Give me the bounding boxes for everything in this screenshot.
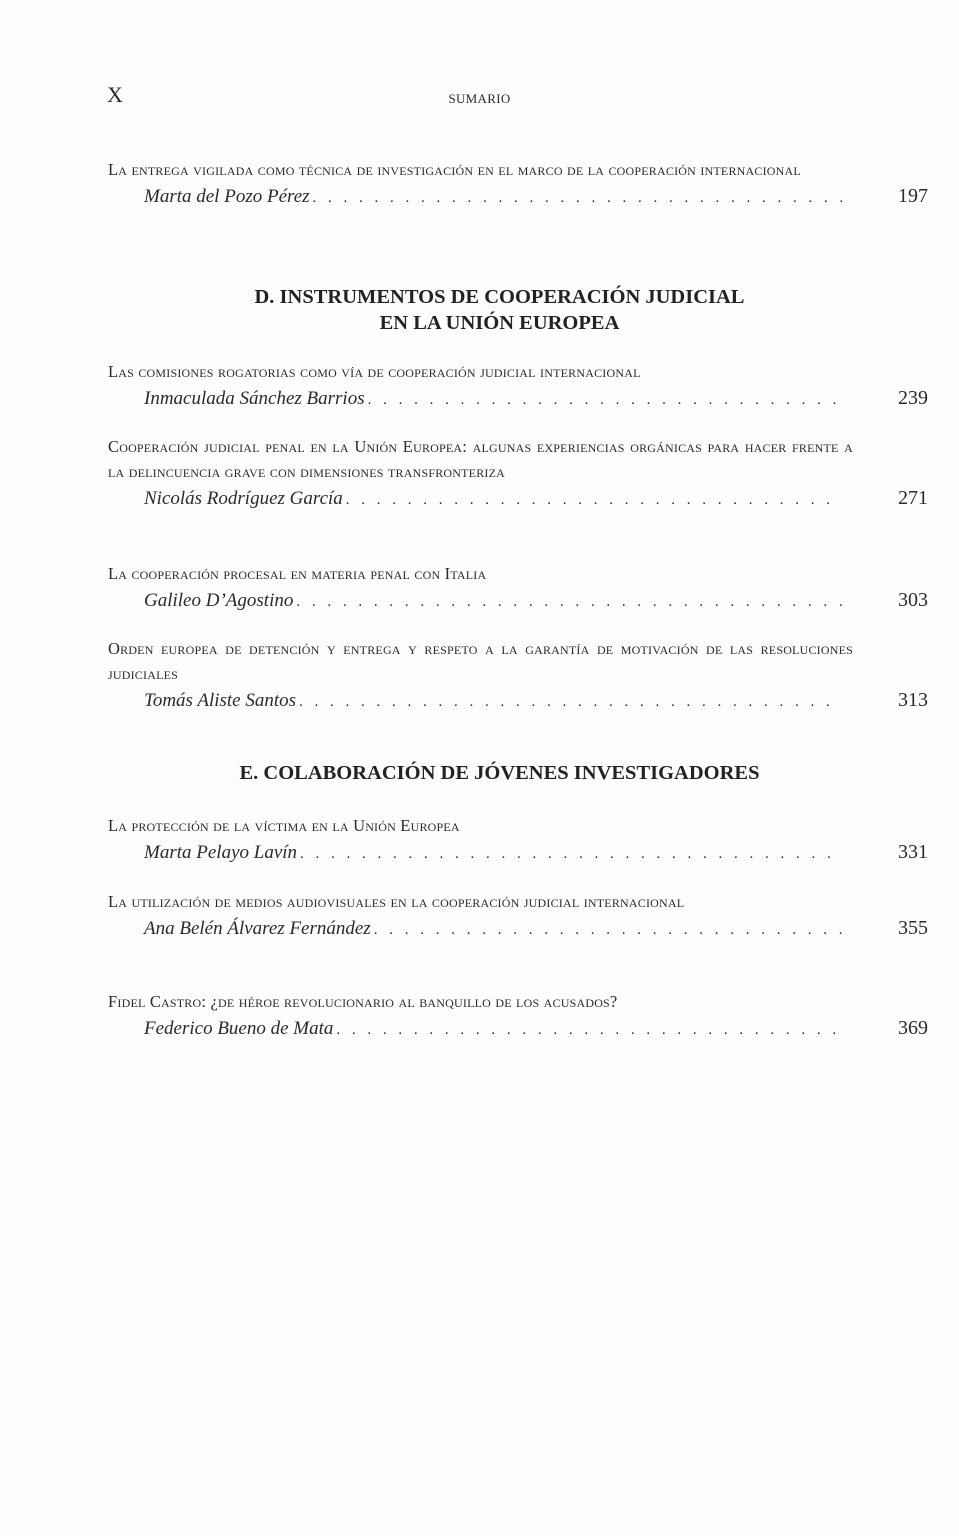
entry-author-line bbox=[108, 1014, 928, 1044]
entry-title: La utilización de medios audiovisuales en la cooperación judicial internacional bbox=[108, 892, 685, 911]
entry-title: Las comisiones rogatorias como vía de cooperación judicial internacional bbox=[108, 362, 641, 381]
entry-author: Nicolás Rodríguez García bbox=[144, 488, 343, 509]
entry-author: Tomás Aliste Santos bbox=[144, 690, 297, 711]
entry-title: La protección de la víctima en la Unión Europea bbox=[108, 816, 460, 835]
section-heading-line: EN LA UNIÓN EUROPEA bbox=[379, 312, 620, 334]
dot-leader bbox=[313, 184, 842, 212]
entry-title: La cooperación procesal en materia penal con Italia bbox=[108, 564, 487, 583]
entry-page-number: 313 bbox=[898, 689, 928, 711]
entry-author-line bbox=[108, 914, 928, 944]
entry-page-number: 197 bbox=[898, 185, 928, 207]
entry-author: Marta del Pozo Pérez bbox=[144, 186, 310, 207]
section-heading bbox=[0, 760, 959, 786]
entry-author-line bbox=[108, 838, 928, 868]
entry-author: Inmaculada Sánchez Barrios bbox=[144, 388, 365, 409]
toc-entry bbox=[108, 636, 928, 716]
entry-author-line bbox=[108, 182, 928, 212]
running-head: SUMARIO bbox=[448, 91, 511, 106]
toc-entry bbox=[108, 561, 928, 616]
entry-page-number: 239 bbox=[898, 387, 928, 409]
dot-leader bbox=[300, 840, 842, 868]
page-folio: X bbox=[107, 82, 123, 107]
dot-leader bbox=[374, 916, 842, 944]
entry-author: Federico Bueno de Mata bbox=[144, 1018, 334, 1039]
dot-leader bbox=[296, 588, 842, 616]
dot-leader bbox=[299, 688, 842, 716]
entry-author: Ana Belén Álvarez Fernández bbox=[144, 918, 371, 939]
dot-leader bbox=[336, 1016, 842, 1044]
entry-title: La entrega vigilada como técnica de investigación en el marco de la cooperación internacional bbox=[108, 160, 801, 179]
entry-author-line bbox=[108, 586, 928, 616]
section-heading bbox=[0, 284, 959, 336]
entry-page-number: 331 bbox=[898, 841, 928, 863]
entry-title: Cooperación judicial penal en la Unión Europea: algunas experiencias orgánicas para hacer frente a la delincuencia grave con dimensiones transfronteriza bbox=[108, 437, 853, 481]
section-heading-line: E. COLABORACIÓN DE JÓVENES INVESTIGADORES bbox=[239, 762, 760, 784]
toc-entry bbox=[108, 359, 928, 414]
entry-page-number: 355 bbox=[898, 917, 928, 939]
entry-title: Fidel Castro: ¿de héroe revolucionario al banquillo de los acusados? bbox=[108, 992, 618, 1011]
toc-entry bbox=[108, 889, 928, 944]
toc-entry bbox=[108, 989, 928, 1044]
entry-author-line bbox=[108, 484, 928, 514]
toc-entry bbox=[108, 434, 928, 514]
entry-author: Marta Pelayo Lavín bbox=[144, 842, 298, 863]
toc-entry bbox=[108, 157, 928, 212]
entry-author-line bbox=[108, 686, 928, 716]
entry-author-line bbox=[108, 384, 928, 414]
dot-leader bbox=[368, 386, 842, 414]
entry-page-number: 303 bbox=[898, 589, 928, 611]
toc-entry bbox=[108, 813, 928, 868]
dot-leader bbox=[346, 486, 842, 514]
section-heading-line: D. INSTRUMENTOS DE COOPERACIÓN JUDICIAL bbox=[254, 286, 745, 308]
entry-page-number: 271 bbox=[898, 487, 928, 509]
entry-page-number: 369 bbox=[898, 1017, 928, 1039]
entry-title: Orden europea de detención y entrega y respeto a la garantía de motivación de las resoluciones judiciales bbox=[108, 639, 853, 683]
entry-author: Galileo D’Agostino bbox=[144, 590, 294, 611]
